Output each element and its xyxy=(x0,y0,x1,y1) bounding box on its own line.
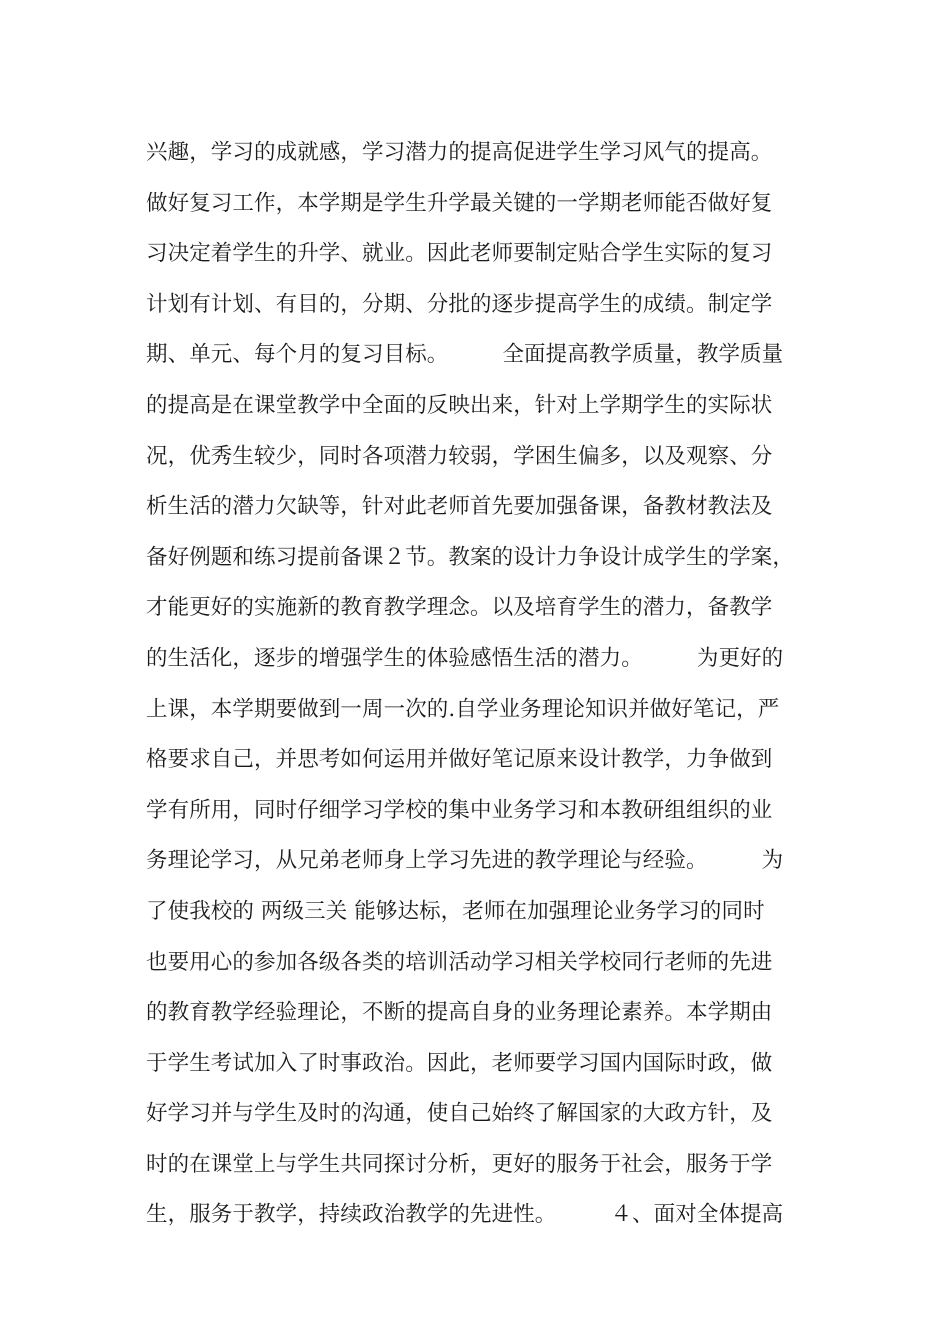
text-line-22: 生，服务于教学，持续政治教学的先进性。 ４、面对全体提高 xyxy=(146,1202,784,1228)
text-line-8: 析生活的潜力欠缺等，针对此老师首先要加强备课，备教材教法及 xyxy=(146,494,773,520)
text-line-21: 时的在课堂上与学生共同探讨分析，更好的服务于社会，服务于学 xyxy=(146,1151,773,1177)
text-line-13: 格要求自己，并思考如何运用并做好笔记原来设计教学，力争做到 xyxy=(146,747,773,773)
text-line-2: 做好复习工作，本学期是学生升学最关键的一学期老师能否做好复 xyxy=(146,190,773,216)
text-line-6: 的提高是在课堂教学中全面的反映出来，针对上学期学生的实际状 xyxy=(146,392,773,418)
text-line-10: 才能更好的实施新的教育教学理念。以及培育学生的潜力，备教学 xyxy=(146,595,773,621)
text-line-7: 况，优秀生较少，同时各项潜力较弱，学困生偏多，以及观察、分 xyxy=(146,443,773,469)
text-line-17: 也要用心的参加各级各类的培训活动学习相关学校同行老师的先进 xyxy=(146,949,773,975)
text-line-18: 的教育教学经验理论，不断的提高自身的业务理论素养。本学期由 xyxy=(146,1000,773,1026)
body-text xyxy=(146,128,836,1241)
text-line-1: 兴趣，学习的成就感，学习潜力的提高促进学生学习风气的提高。 xyxy=(146,140,773,165)
text-line-5: 期、单元、每个月的复习目标。 全面提高教学质量，教学质量 xyxy=(146,342,784,368)
text-line-20: 好学习并与学生及时的沟通，使自己始终了解国家的大政方针，及 xyxy=(146,1101,773,1127)
text-line-16: 了使我校的 两级三关 能够达标，老师在加强理论业务学习的同时 xyxy=(146,898,765,924)
text-line-11: 的生活化，逐步的增强学生的体验感悟生活的潜力。 为更好的 xyxy=(146,645,784,671)
text-line-19: 于学生考试加入了时事政治。因此，老师要学习国内国际时政，做 xyxy=(146,1050,773,1076)
text-line-12: 上课，本学期要做到一周一次的.自学业务理论知识并做好笔记，严 xyxy=(146,696,780,722)
text-line-4: 计划有计划、有目的，分期、分批的逐步提高学生的成绩。制定学 xyxy=(146,291,773,317)
text-line-15: 务理论学习，从兄弟老师身上学习先进的教学理论与经验。 为 xyxy=(146,848,784,874)
text-line-14: 学有所用，同时仔细学习学校的集中业务学习和本教研组组织的业 xyxy=(146,797,773,823)
text-line-3: 习决定着学生的升学、就业。因此老师要制定贴合学生实际的复习 xyxy=(146,241,773,267)
text-line-9: 备好例题和练习提前备课２节。教案的设计力争设计成学生的学案， xyxy=(146,544,795,570)
